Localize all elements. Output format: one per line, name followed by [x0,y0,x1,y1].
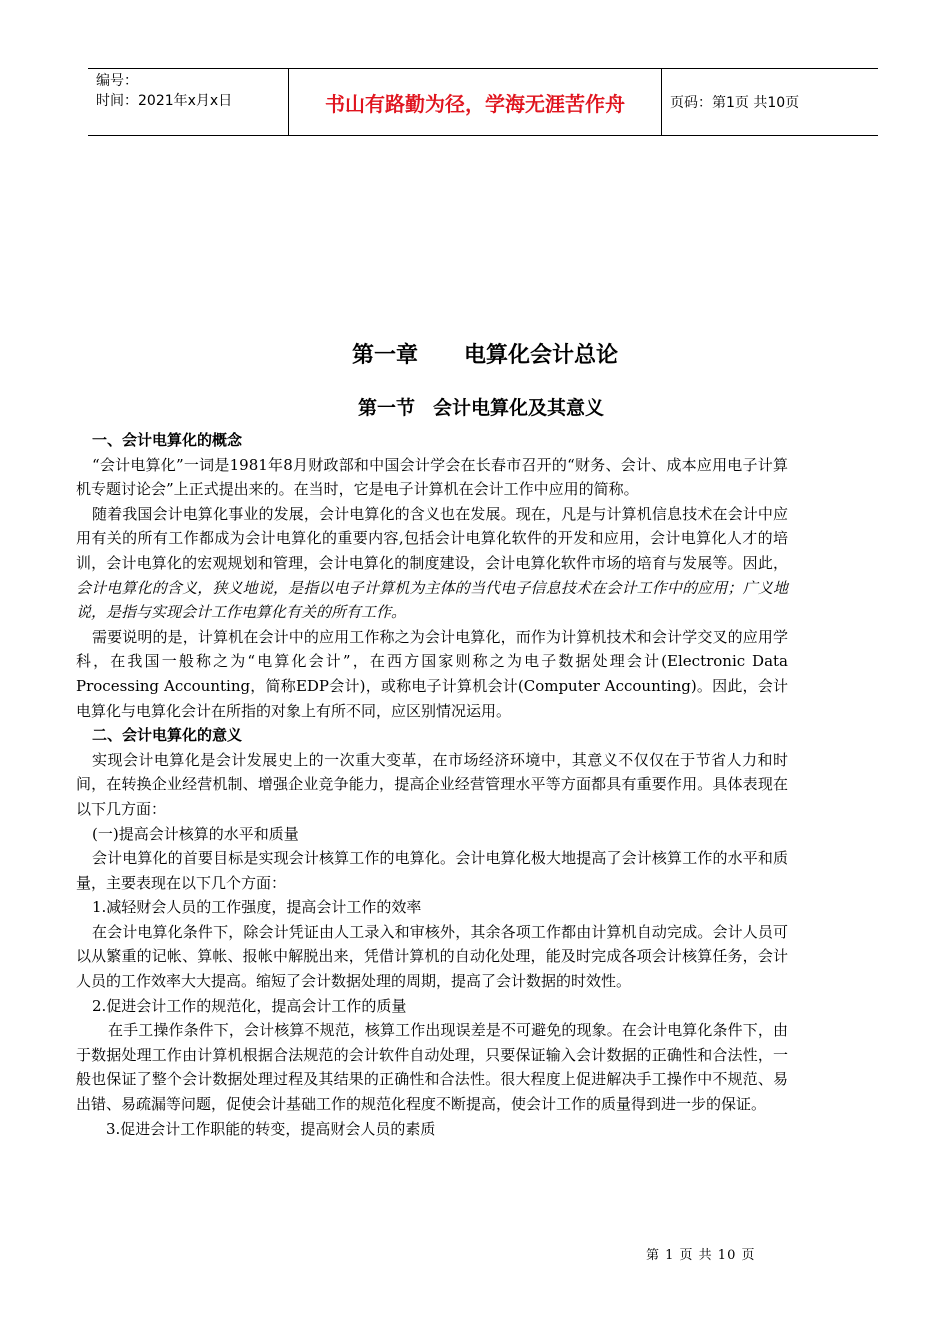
definition-text: 会计电算化的含义，狭义地说，是指以电子计算机为主体的当代电子信息技术在会计工作中的应用；广义地说，是指与实现会计工作电算化有关的所有工作。 [76,578,788,622]
section-title: 会计电算化及其意义 [433,397,605,419]
header-number-label: 编号： [96,73,138,89]
chapter-heading [0,338,950,369]
paragraph [76,502,788,625]
header-motto: 书山有路勤为径，学海无涯苦作舟 [325,91,625,116]
subheading: 3.促进会计工作职能的转变，提高财会人员的素质 [106,1119,436,1138]
heading-concept: 一、会计电算化的概念 [92,431,243,449]
heading-significance: 二、会计电算化的意义 [92,726,243,745]
section-heading [0,393,950,420]
paragraph: 在手工操作条件下，会计核算不规范，核算工作出现误差是不可避免的现象。在会计电算化条件下，由于数据处理工作由计算机根据合法规范的会计软件自动处理，只要保证输入会计数据的正确性和合法性，一般也保证了整个会计数据处理过程及其结果的正确性和合法性。很大程度上促进解决手工操作中不规范、易出错、易疏漏等问题，促使会计基础工作的规范化程度不断提高，使会计工作的质量得到进一步的保证。 [76,1021,788,1114]
paragraph: “会计电算化”一词是1981年8月财政部和中国会计学会在长春市召开的“财务、会计、成本应用电子计算机专题讨论会”上正式提出来的。在当时，它是电子计算机在会计工作中应用的简称。 [76,455,788,499]
header-table [88,68,878,136]
page-footer: 第 1 页 共 10 页 [646,1248,756,1263]
chapter-number: 第一章 [351,343,418,368]
header-time-label: 时间：2021年x月x日 [96,93,233,109]
paragraph-text: 随着我国会计电算化事业的发展，会计电算化的含义也在发展。现在，凡是与计算机信息技术在会计中应用有关的所有工作都成为会计电算化的重要内容,包括会计电算化软件的开发和应用，会计电算化人才的培训，会计电算化的宏观规划和管理，会计电算化的制度建设，会计电算化软件市场的培育与发展等。因此， [76,504,788,572]
document-body [76,428,788,1141]
paragraph: 在会计电算化条件下，除会计凭证由人工录入和审核外，其余各项工作都由计算机自动完成。会计人员可以从繁重的记帐、算帐、报帐中解脱出来，凭借计算机的自动化处理，能及时完成各项会计核算任务，会计人员的工作效率大大提高。缩短了会计数据处理的周期，提高了会计数据的时效性。 [76,922,788,991]
paragraph: 实现会计电算化是会计发展史上的一次重大变革，在市场经济环境中，其意义不仅仅在于节省人力和时间，在转换企业经营机制、增强企业竞争能力，提高企业经营管理水平等方面都具有重要作用。具体表现在以下几方面： [76,750,788,818]
header-page-info: 页码：第1页 共10页 [670,95,800,111]
header-divider [661,69,662,135]
chapter-title: 电算化会计总论 [464,343,619,368]
paragraph: 需要说明的是，计算机在会计中的应用工作称之为会计电算化，而作为计算机技术和会计学交叉的应用学科，在我国一般称之为“电算化会计”，在西方国家则称之为电子数据处理会计(Electronic Data Processing Accounting，简称EDP会计)，或称电子计算机会计(Computer Accounting)。因此，会计电算化与电算化会计在所指的对象上有所不同，应区别情况运用。 [76,627,788,720]
section-number: 第一节 [357,397,415,419]
paragraph: 会计电算化的首要目标是实现会计核算工作的电算化。会计电算化极大地提高了会计核算工作的水平和质量，主要表现在以下几个方面： [76,849,788,892]
subheading: 1.减轻财会人员的工作强度，提高会计工作的效率 [92,898,422,917]
subheading: (一)提高会计核算的水平和质量 [92,824,299,843]
header-meta [96,71,286,111]
subheading: 2.促进会计工作的规范化，提高会计工作的质量 [92,996,407,1015]
